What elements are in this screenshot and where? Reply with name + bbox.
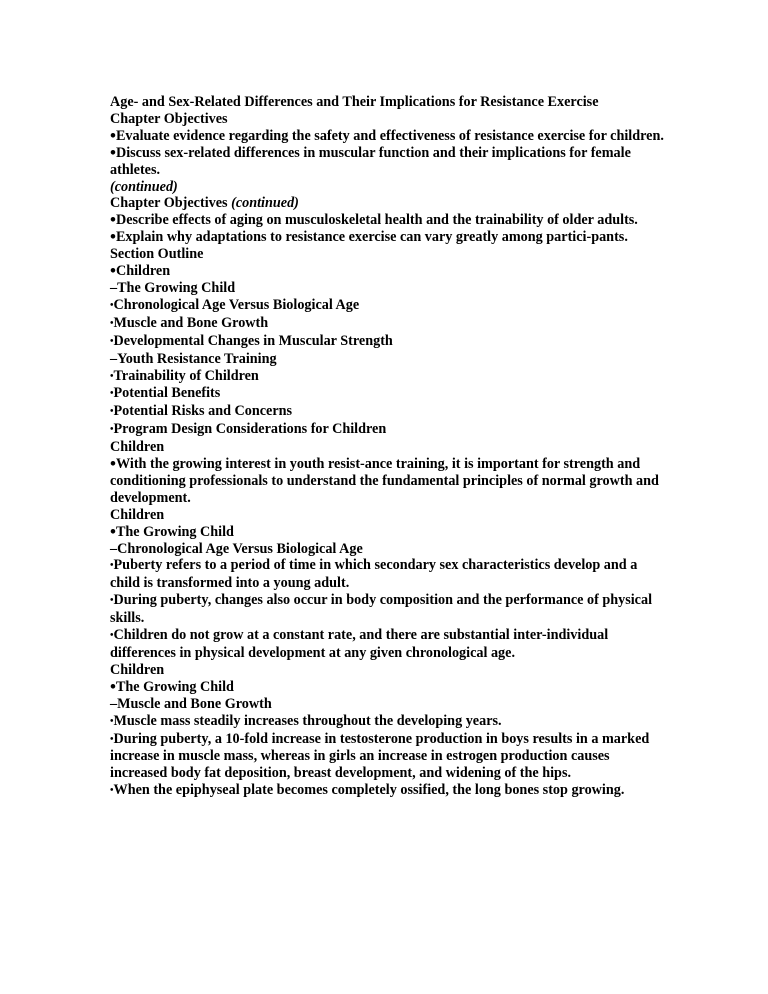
sub-item: •When the epiphyseal plate becomes completely ossified, the long bones stop growing. (110, 782, 625, 799)
section-heading: Section Outline (110, 246, 204, 263)
bullet-item: •Evaluate evidence regarding the safety and effectiveness of resistance exercise for children. (110, 125, 664, 145)
bullet-item: •Children (110, 261, 171, 281)
document-body (110, 94, 670, 800)
sub-item: •Trainability of Children (110, 367, 259, 384)
sub-item: •During puberty, a 10-fold increase in testosterone production in boys results in a marked increase in muscle mass, whereas in girls an increase in estrogen production causes increased body fat deposition, breast development, and widening of the hips. (110, 730, 650, 782)
dash-item: –Chronological Age Versus Biological Age (110, 540, 363, 557)
sub-item: •Puberty refers to a period of time in which secondary sex characteristics develop and a child is transformed into a young adult. (110, 557, 638, 592)
bullet-item: •The Growing Child (110, 521, 234, 541)
sub-item: •Children do not grow at a constant rate, and there are substantial inter-individual differences in physical development at any given chronological age. (110, 627, 609, 661)
bullet-item: •Describe effects of aging on musculoskeletal health and the trainability of older adults. (110, 210, 638, 230)
sub-item: •Program Design Considerations for Children (110, 421, 387, 438)
bullet-item: •Discuss sex-related differences in muscular function and their implications for female athletes. (110, 142, 631, 178)
section-heading: Children (110, 506, 165, 523)
sub-item: •Muscle and Bone Growth (110, 314, 269, 331)
bullet-item: •With the growing interest in youth resist-ance training, it is important for strength and conditioning professionals to understand the fundamental principles of normal growth and development. (110, 454, 659, 506)
section-heading: Children (110, 439, 165, 456)
sub-item: •Potential Benefits (110, 385, 221, 402)
document-title: Age- and Sex-Related Differences and Their Implications for Resistance Exercise (110, 94, 599, 110)
sub-item: •During puberty, changes also occur in body composition and the performance of physical skills. (110, 592, 653, 627)
bullet-item: •Explain why adaptations to resistance exercise can vary greatly among partici-pants. (110, 227, 628, 247)
sub-item: •Chronological Age Versus Biological Age (110, 296, 360, 313)
continued-note: (continued) (110, 178, 178, 195)
section-heading: Chapter Objectives (continued) (110, 195, 299, 212)
dash-item: –Youth Resistance Training (110, 350, 277, 367)
section-heading: Chapter Objectives (110, 110, 228, 127)
sub-item: •Potential Risks and Concerns (110, 403, 293, 420)
bullet-item: •The Growing Child (110, 676, 234, 696)
dash-item: –The Growing Child (110, 279, 236, 296)
sub-item: •Developmental Changes in Muscular Strength (110, 332, 393, 349)
sub-item: •Muscle mass steadily increases throughout the developing years. (110, 712, 502, 729)
dash-item: –Muscle and Bone Growth (110, 695, 272, 712)
section-heading: Children (110, 661, 165, 678)
